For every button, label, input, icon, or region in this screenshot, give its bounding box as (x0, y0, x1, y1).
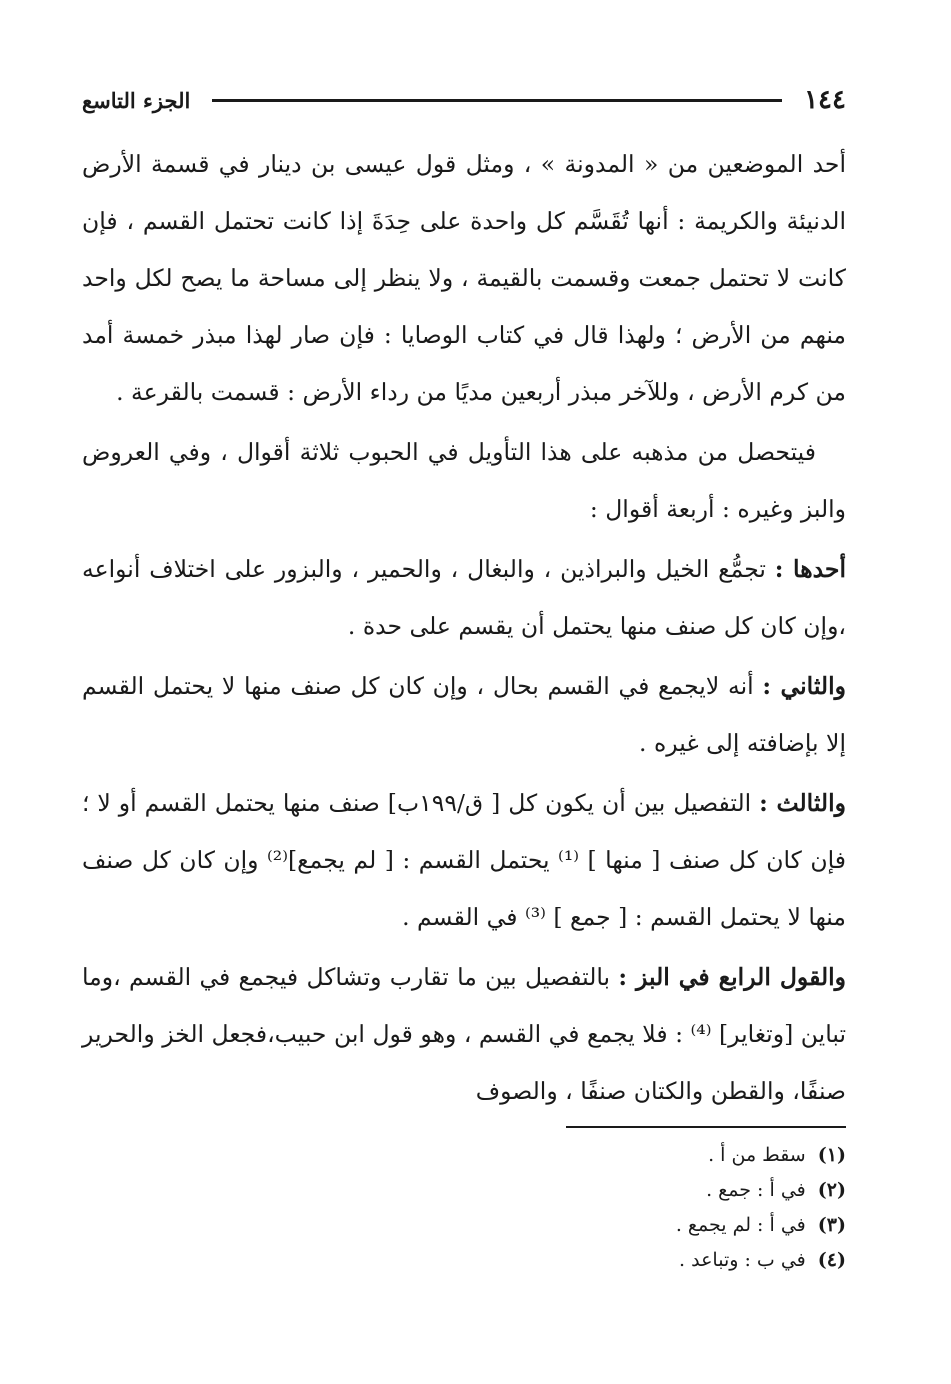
paragraph-third-opinion (82, 775, 846, 946)
paragraph-opening (82, 136, 846, 421)
paragraph-summary (82, 424, 846, 538)
footnote-number: (٢) (817, 1179, 846, 1201)
paragraph-text: بالتفصيل بين ما تقارب وتشاكل فيجمع في القسم ،وما تباين [وتغاير] ⁽⁴⁾ : فلا يجمع في القسم ، وهو قول ابن حبيب،فجعل الخز والحرير صنفًا، والقطن والكتان صنفًا ، والصوف (82, 963, 846, 1105)
header-rule (212, 99, 782, 102)
footnote (82, 1173, 846, 1208)
footnote-rule (566, 1126, 846, 1128)
body-text (82, 136, 846, 1120)
page-number: ١٤٤ (804, 85, 846, 115)
footnote (82, 1208, 846, 1243)
book-page (82, 78, 846, 1278)
paragraph-lead: والثاني : (762, 672, 846, 700)
paragraph-fourth-opinion (82, 949, 846, 1120)
footnote-text: في ب : وتباعد . (679, 1249, 806, 1271)
paragraph-text: تجمُّع الخيل والبراذين ، والبغال ، والحمير ، والبزور على اختلاف أنواعه ،وإن كان كل صنف منها يحتمل أن يقسم على حدة . (82, 555, 846, 640)
paragraph-text: التفصيل بين أن يكون كل [ ق/١٩٩ب] صنف منها يحتمل القسم أو لا ؛ فإن كان كل صنف [ منها ] ⁽¹⁾ يحتمل القسم : [ لم يجمع]⁽²⁾ وإن كان كل صنف منها لا يحتمل القسم : [ جمع ] ⁽³⁾ في القسم . (82, 789, 847, 931)
footnote (82, 1138, 846, 1173)
footnote-number: (٤) (817, 1249, 846, 1271)
footnote-text: في أ : لم يجمع . (675, 1214, 806, 1236)
paragraph-lead: والقول الرابع في البز : (618, 963, 846, 991)
paragraph-text: أنه لايجمع في القسم بحال ، وإن كان كل صنف منها لا يحتمل القسم إلا بإضافته إلى غيره . (82, 672, 846, 757)
paragraph-text: فيتحصل من مذهبه على هذا التأويل في الحبوب ثلاثة أقوال ، وفي العروض والبز وغيره : أربعة أقوال : (82, 438, 846, 523)
footnote-text: سقط من أ . (708, 1144, 806, 1166)
running-header (82, 78, 846, 122)
footnote-number: (١) (817, 1144, 846, 1166)
paragraph-first-opinion (82, 541, 846, 655)
chapter-title: الجزء التاسع (82, 87, 191, 113)
paragraph-lead: أحدها : (774, 555, 846, 583)
footnote (82, 1243, 846, 1278)
footnote-text: في أ : جمع . (706, 1179, 806, 1201)
paragraph-text: أحد الموضعين من « المدونة » ، ومثل قول عيسى بن دينار في قسمة الأرض الدنيئة والكريمة : أنها تُقَسَّم كل واحدة على حِدَةَ إذا كانت تحتمل القسم ، فإن كانت لا تحتمل جمعت وقسمت بالقيمة ، ولا ينظر إلى مساحة ما يصح لكل واحد منهم من الأرض ؛ ولهذا قال في كتاب الوصايا : فإن صار لهذا مبذر خمسة أمد من كرم الأرض ، وللآخر مبذر أربعين مديًا من رداء الأرض : قسمت بالقرعة . (82, 150, 846, 406)
paragraph-second-opinion (82, 658, 846, 772)
footnote-number: (٣) (817, 1214, 846, 1236)
paragraph-lead: والثالث : (759, 789, 846, 817)
footnotes (82, 1138, 846, 1278)
